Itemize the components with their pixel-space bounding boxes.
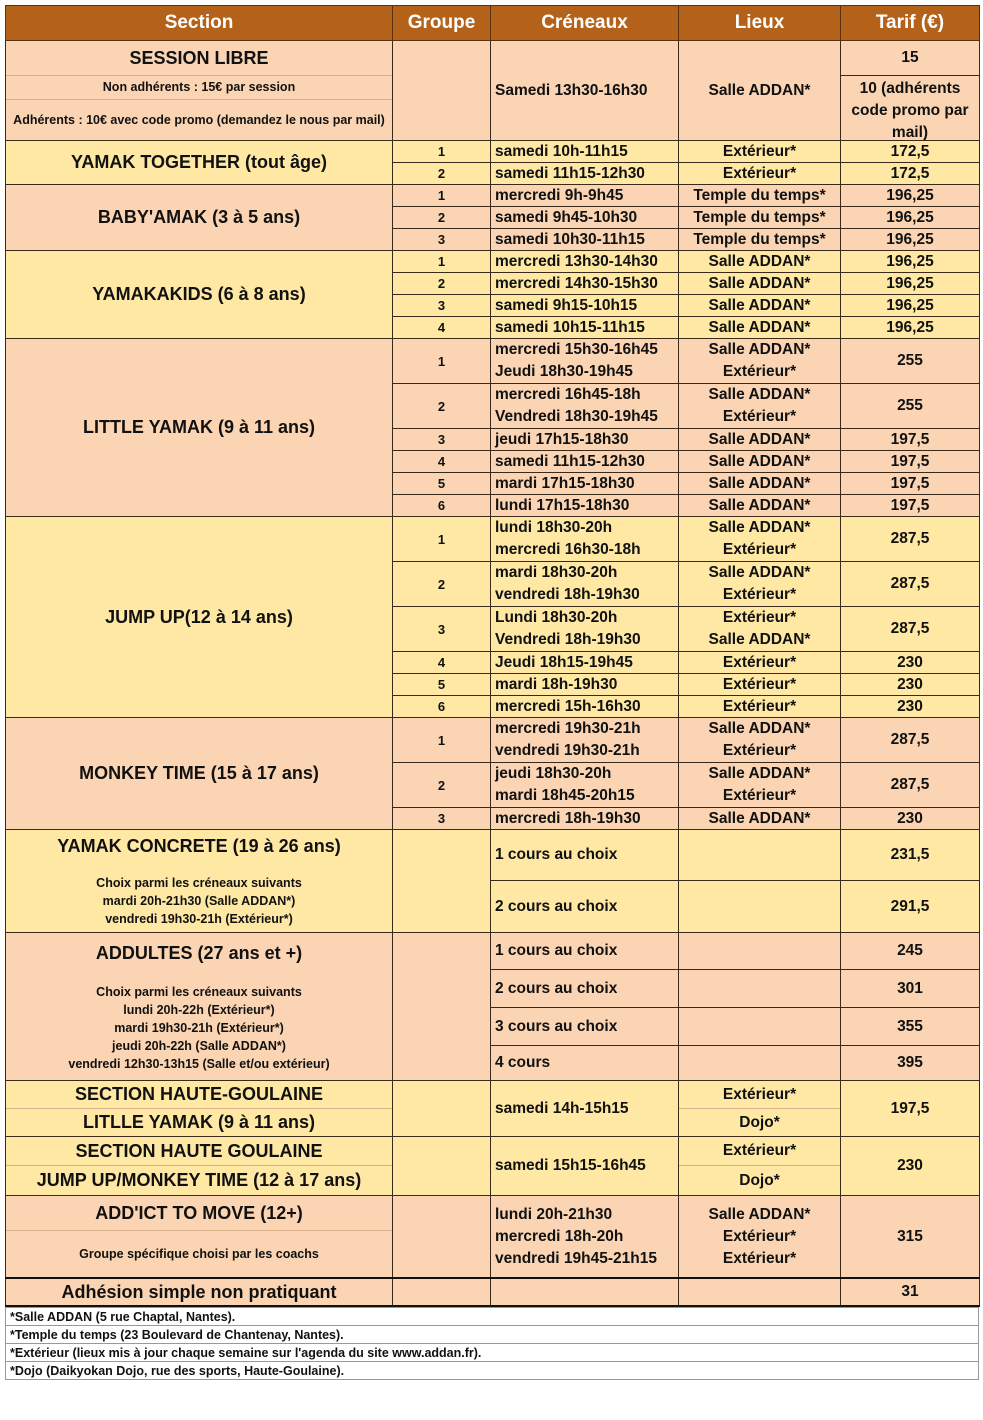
session-libre-line1: Non adhérents : 15€ par session <box>6 76 392 100</box>
lieu-line: Extérieur* <box>722 363 797 380</box>
lieu-cell <box>679 1137 841 1196</box>
haute-goulaine-2-title1: SECTION HAUTE GOULAINE <box>6 1137 392 1166</box>
creneau-cell: samedi 11h15-12h30 <box>491 451 679 473</box>
haute-goulaine-2-row <box>6 1137 980 1196</box>
creneau-line: Lundi 18h30-20h <box>495 609 618 626</box>
lieu-cell <box>679 517 841 562</box>
sub-line: lundi 20h-22h (Extérieur*) <box>123 1003 275 1017</box>
babyamak-row-1 <box>6 185 980 207</box>
session-libre-row <box>6 41 980 141</box>
lieu-cell: Salle ADDAN* <box>679 251 841 273</box>
groupe-cell: 6 <box>393 696 491 718</box>
creneau-cell: 2 cours au choix <box>491 881 679 933</box>
monkey-time-row-1 <box>6 718 980 763</box>
tarif-cell: 287,5 <box>841 517 980 562</box>
lieu-line: Extérieur* <box>722 1227 797 1245</box>
addict-row <box>6 1196 980 1279</box>
session-libre-section <box>6 41 393 141</box>
tarif-cell: 197,5 <box>841 473 980 495</box>
groupe-cell: 2 <box>393 562 491 607</box>
creneau-cell: mercredi 14h30-15h30 <box>491 273 679 295</box>
lieu-line: Extérieur* <box>722 1249 797 1267</box>
creneau-line: mercredi 16h30-18h <box>495 541 641 558</box>
tarif-cell: 245 <box>841 933 980 970</box>
header-groupe: Groupe <box>393 6 491 41</box>
creneau-line: Jeudi 18h30-19h45 <box>495 363 633 380</box>
session-libre-lieu: Salle ADDAN* <box>679 41 841 141</box>
lieu-line: Extérieur* <box>679 1137 840 1166</box>
adhesion-groupe <box>393 1278 491 1306</box>
groupe-cell: 2 <box>393 763 491 808</box>
lieu-cell: Temple du temps* <box>679 185 841 207</box>
creneau-cell: mercredi 15h-16h30 <box>491 696 679 718</box>
tarif-cell: 197,5 <box>841 1081 980 1137</box>
tarif-cell: 315 <box>841 1196 980 1279</box>
lieu-line: Extérieur* <box>679 1081 840 1109</box>
groupe-cell: 6 <box>393 495 491 517</box>
groupe-cell: 2 <box>393 163 491 185</box>
haute-goulaine-2-title2: JUMP UP/MONKEY TIME (12 à 17 ans) <box>36 1170 362 1190</box>
groupe-cell: 3 <box>393 295 491 317</box>
lieu-line: Salle ADDAN* <box>708 765 811 782</box>
adhesion-title: Adhésion simple non pratiquant <box>6 1278 393 1306</box>
session-libre-title: SESSION LIBRE <box>6 41 392 76</box>
lieu-cell: Salle ADDAN* <box>679 473 841 495</box>
tarif-cell: 287,5 <box>841 562 980 607</box>
header-tarif: Tarif (€) <box>841 6 980 41</box>
addultes-row-1 <box>6 933 980 970</box>
yamak-together-row-1 <box>6 141 980 163</box>
lieu-line: Salle ADDAN* <box>708 386 811 403</box>
creneau-line: mardi 18h30-20h <box>495 564 618 581</box>
header-creneaux: Créneaux <box>491 6 679 41</box>
session-libre-tarif1: 15 <box>841 41 979 76</box>
addultes-section <box>6 933 393 1081</box>
tarif-cell: 196,25 <box>841 229 980 251</box>
creneau-cell <box>491 384 679 429</box>
babyamak-title: BABY'AMAK (3 à 5 ans) <box>6 185 393 251</box>
creneau-line: vendredi 19h30-21h <box>495 742 640 759</box>
lieu-cell <box>679 933 841 970</box>
groupe-cell: 1 <box>393 251 491 273</box>
groupe-cell: 4 <box>393 317 491 339</box>
addultes-sub <box>6 973 392 1073</box>
tarif-cell: 196,25 <box>841 295 980 317</box>
tarif-cell: 196,25 <box>841 185 980 207</box>
lieu-cell: Salle ADDAN* <box>679 317 841 339</box>
tarif-cell: 255 <box>841 339 980 384</box>
lieu-line: Extérieur* <box>722 609 797 626</box>
header-lieux: Lieux <box>679 6 841 41</box>
groupe-cell: 4 <box>393 652 491 674</box>
yamak-concrete-row-1 <box>6 830 980 881</box>
lieu-cell: Salle ADDAN* <box>679 451 841 473</box>
groupe-cell: 1 <box>393 141 491 163</box>
creneau-cell <box>491 1196 679 1279</box>
lieu-line: Salle ADDAN* <box>708 720 811 737</box>
tarifs-table <box>5 5 980 1307</box>
monkey-time-title: MONKEY TIME (15 à 17 ans) <box>6 718 393 830</box>
creneau-cell: mardi 17h15-18h30 <box>491 473 679 495</box>
groupe-cell: 1 <box>393 339 491 384</box>
haute-goulaine-1-groupe <box>393 1081 491 1137</box>
addict-sub: Groupe spécifique choisi par les coachs <box>79 1247 319 1261</box>
creneau-cell: samedi 15h15-16h45 <box>491 1137 679 1196</box>
creneau-cell <box>491 763 679 808</box>
lieu-cell <box>679 1081 841 1137</box>
addultes-groupe <box>393 933 491 1081</box>
creneau-cell <box>491 607 679 652</box>
tarif-cell: 172,5 <box>841 141 980 163</box>
lieu-cell: Extérieur* <box>679 163 841 185</box>
lieu-line: Extérieur* <box>722 742 797 759</box>
creneau-cell: mardi 18h-19h30 <box>491 674 679 696</box>
lieu-cell <box>679 763 841 808</box>
adhesion-lieu <box>679 1278 841 1306</box>
tarif-cell: 230 <box>841 652 980 674</box>
groupe-cell: 3 <box>393 808 491 830</box>
yamak-concrete-section <box>6 830 393 933</box>
creneau-line: mercredi 16h45-18h <box>495 386 641 403</box>
footnote: *Dojo (Daikyokan Dojo, rue des sports, Haute-Goulaine). <box>6 1362 979 1380</box>
addict-section <box>6 1196 393 1279</box>
creneau-cell: samedi 10h15-11h15 <box>491 317 679 339</box>
tarif-cell: 197,5 <box>841 451 980 473</box>
lieu-cell: Salle ADDAN* <box>679 808 841 830</box>
tarif-cell: 172,5 <box>841 163 980 185</box>
creneau-cell: jeudi 17h15-18h30 <box>491 429 679 451</box>
lieu-cell: Salle ADDAN* <box>679 495 841 517</box>
addultes-title: ADDULTES (27 ans et +) <box>95 943 303 963</box>
sub-line: jeudi 20h-22h (Salle ADDAN*) <box>112 1039 286 1053</box>
lieu-line: Salle ADDAN* <box>708 341 811 358</box>
tarif-cell: 287,5 <box>841 763 980 808</box>
creneau-cell: 3 cours au choix <box>491 1008 679 1046</box>
yamakakids-title: YAMAKAKIDS (6 à 8 ans) <box>6 251 393 339</box>
groupe-cell: 3 <box>393 229 491 251</box>
lieu-cell: Salle ADDAN* <box>679 273 841 295</box>
sub-line: vendredi 19h30-21h (Extérieur*) <box>105 912 293 926</box>
creneau-cell: samedi 9h45-10h30 <box>491 207 679 229</box>
tarif-cell: 196,25 <box>841 273 980 295</box>
lieu-line: Dojo* <box>739 1114 780 1131</box>
creneau-cell: mercredi 13h30-14h30 <box>491 251 679 273</box>
groupe-cell: 3 <box>393 607 491 652</box>
footnotes <box>5 1307 979 1380</box>
creneau-cell: mercredi 18h-19h30 <box>491 808 679 830</box>
creneau-cell: samedi 10h30-11h15 <box>491 229 679 251</box>
creneau-cell <box>491 562 679 607</box>
groupe-cell: 4 <box>393 451 491 473</box>
groupe-cell: 1 <box>393 517 491 562</box>
lieu-cell <box>679 830 841 881</box>
creneau-line: mardi 18h45-20h15 <box>495 787 635 804</box>
session-libre-tarif <box>841 41 980 141</box>
lieu-cell: Salle ADDAN* <box>679 429 841 451</box>
sub-line: mardi 20h-21h30 (Salle ADDAN*) <box>102 894 296 908</box>
creneau-line: mercredi 18h-20h <box>495 1227 624 1245</box>
haute-goulaine-2-groupe <box>393 1137 491 1196</box>
creneau-line: Vendredi 18h30-19h45 <box>495 408 658 425</box>
lieu-line: Salle ADDAN* <box>708 519 811 536</box>
creneau-cell: mercredi 9h-9h45 <box>491 185 679 207</box>
yamakakids-row-1 <box>6 251 980 273</box>
footnote: *Salle ADDAN (5 rue Chaptal, Nantes). <box>6 1308 979 1326</box>
creneau-cell: samedi 14h-15h15 <box>491 1081 679 1137</box>
tarifs-table-wrapper <box>5 5 979 1380</box>
lieu-cell <box>679 384 841 429</box>
tarif-cell: 287,5 <box>841 607 980 652</box>
tarif-cell: 197,5 <box>841 495 980 517</box>
creneau-line: vendredi 19h45-21h15 <box>495 1249 657 1267</box>
tarif-cell: 231,5 <box>841 830 980 881</box>
haute-goulaine-1-title1: SECTION HAUTE-GOULAINE <box>6 1081 392 1109</box>
yamak-together-title: YAMAK TOGETHER (tout âge) <box>6 141 393 185</box>
lieu-line: Dojo* <box>739 1172 780 1189</box>
lieu-cell: Extérieur* <box>679 696 841 718</box>
footnote: *Temple du temps (23 Boulevard de Chantenay, Nantes). <box>6 1326 979 1344</box>
creneau-cell: 1 cours au choix <box>491 933 679 970</box>
tarif-cell: 301 <box>841 970 980 1008</box>
lieu-cell <box>679 970 841 1008</box>
addict-title: ADD'ICT TO MOVE (12+) <box>6 1196 392 1231</box>
tarif-cell: 287,5 <box>841 718 980 763</box>
tarif-cell: 355 <box>841 1008 980 1046</box>
lieu-line: Extérieur* <box>722 787 797 804</box>
lieu-line: Extérieur* <box>722 541 797 558</box>
header-section: Section <box>6 6 393 41</box>
lieu-cell <box>679 562 841 607</box>
lieu-cell: Extérieur* <box>679 652 841 674</box>
creneau-cell <box>491 718 679 763</box>
creneau-cell <box>491 517 679 562</box>
creneau-line: mercredi 19h30-21h <box>495 720 641 737</box>
lieu-line: Salle ADDAN* <box>708 564 811 581</box>
sub-line: Choix parmi les créneaux suivants <box>96 985 302 999</box>
lieu-line: Extérieur* <box>722 408 797 425</box>
groupe-cell: 3 <box>393 429 491 451</box>
creneau-line: Vendredi 18h-19h30 <box>495 631 641 648</box>
adhesion-row <box>6 1278 980 1306</box>
sub-line: Choix parmi les créneaux suivants <box>96 876 302 890</box>
yamak-concrete-groupe <box>393 830 491 933</box>
tarif-cell: 230 <box>841 674 980 696</box>
tarif-cell: 196,25 <box>841 251 980 273</box>
little-yamak-row-1 <box>6 339 980 384</box>
session-libre-groupe <box>393 41 491 141</box>
creneau-cell: Jeudi 18h15-19h45 <box>491 652 679 674</box>
haute-goulaine-1-section <box>6 1081 393 1137</box>
jump-up-title: JUMP UP(12 à 14 ans) <box>6 517 393 718</box>
lieu-line: Salle ADDAN* <box>708 1205 811 1223</box>
lieu-cell: Temple du temps* <box>679 207 841 229</box>
yamak-concrete-title: YAMAK CONCRETE (19 à 26 ans) <box>57 836 341 856</box>
creneau-cell: 4 cours <box>491 1046 679 1081</box>
creneau-cell: lundi 17h15-18h30 <box>491 495 679 517</box>
tarif-cell: 196,25 <box>841 317 980 339</box>
creneau-line: jeudi 18h30-20h <box>495 765 612 782</box>
tarif-cell: 395 <box>841 1046 980 1081</box>
tarif-cell: 291,5 <box>841 881 980 933</box>
lieu-cell <box>679 1046 841 1081</box>
groupe-cell: 5 <box>393 674 491 696</box>
lieu-cell: Extérieur* <box>679 674 841 696</box>
lieu-line: Extérieur* <box>722 586 797 603</box>
groupe-cell: 2 <box>393 273 491 295</box>
tarif-cell: 197,5 <box>841 429 980 451</box>
haute-goulaine-2-section <box>6 1137 393 1196</box>
tarif-cell: 230 <box>841 696 980 718</box>
tarif-cell: 230 <box>841 808 980 830</box>
lieu-cell <box>679 339 841 384</box>
lieu-cell <box>679 1008 841 1046</box>
little-yamak-title: LITTLE YAMAK (9 à 11 ans) <box>6 339 393 517</box>
lieu-cell <box>679 881 841 933</box>
groupe-cell: 1 <box>393 718 491 763</box>
lieu-cell: Extérieur* <box>679 141 841 163</box>
yamak-concrete-sub <box>6 862 392 928</box>
groupe-cell: 2 <box>393 384 491 429</box>
creneau-cell: samedi 10h-11h15 <box>491 141 679 163</box>
tarif-cell: 196,25 <box>841 207 980 229</box>
tarif-cell: 230 <box>841 1137 980 1196</box>
header-row <box>6 6 980 41</box>
creneau-cell <box>491 339 679 384</box>
session-libre-creneau: Samedi 13h30-16h30 <box>491 41 679 141</box>
session-libre-line2: Adhérents : 10€ avec code promo (demandez le nous par mail) <box>13 113 385 127</box>
haute-goulaine-1-row <box>6 1081 980 1137</box>
creneau-cell: samedi 11h15-12h30 <box>491 163 679 185</box>
sub-line: vendredi 12h30-13h15 (Salle et/ou extérieur) <box>68 1057 330 1071</box>
creneau-line: vendredi 18h-19h30 <box>495 586 640 603</box>
lieu-line: Salle ADDAN* <box>708 631 811 648</box>
creneau-line: lundi 20h-21h30 <box>495 1205 613 1223</box>
creneau-cell: 2 cours au choix <box>491 970 679 1008</box>
adhesion-creneau <box>491 1278 679 1306</box>
groupe-cell: 2 <box>393 207 491 229</box>
tarif-cell: 255 <box>841 384 980 429</box>
jump-up-row-1 <box>6 517 980 562</box>
lieu-cell <box>679 1196 841 1279</box>
haute-goulaine-1-title2: LITLLE YAMAK (9 à 11 ans) <box>82 1112 316 1132</box>
lieu-cell <box>679 718 841 763</box>
lieu-cell: Salle ADDAN* <box>679 295 841 317</box>
creneau-cell: samedi 9h15-10h15 <box>491 295 679 317</box>
session-libre-tarif2: 10 (adhérents code promo par mail) <box>851 80 969 140</box>
sub-line: mardi 19h30-21h (Extérieur*) <box>114 1021 284 1035</box>
creneau-cell: 1 cours au choix <box>491 830 679 881</box>
creneau-line: lundi 18h30-20h <box>495 519 613 536</box>
groupe-cell: 1 <box>393 185 491 207</box>
groupe-cell: 5 <box>393 473 491 495</box>
addict-groupe <box>393 1196 491 1279</box>
lieu-cell: Temple du temps* <box>679 229 841 251</box>
creneau-line: mercredi 15h30-16h45 <box>495 341 658 358</box>
lieu-cell <box>679 607 841 652</box>
adhesion-tarif: 31 <box>841 1278 980 1306</box>
footnote: *Extérieur (lieux mis à jour chaque semaine sur l'agenda du site www.addan.fr). <box>6 1344 979 1362</box>
